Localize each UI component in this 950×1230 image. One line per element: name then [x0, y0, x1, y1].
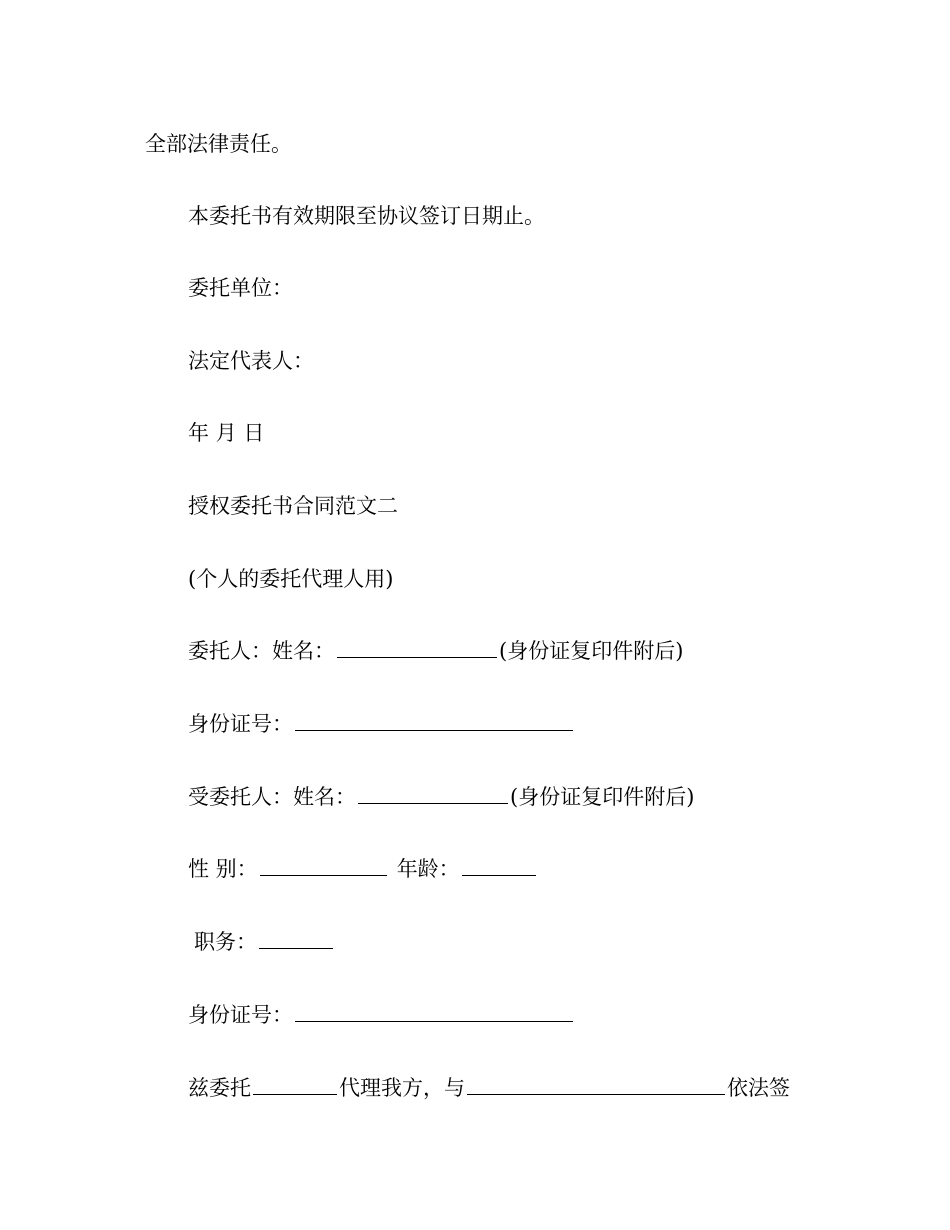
text-line-entrusting-unit: [188, 274, 293, 302]
text-line-legal-responsibility: [145, 130, 292, 158]
text-line-legal-representative: [188, 347, 314, 375]
principal-name-line: [188, 637, 683, 665]
principal-name-blank: [337, 637, 497, 658]
agent-id-blank: [295, 1001, 573, 1022]
principal-id-blank: [295, 710, 573, 731]
label: 受委托人：姓名：: [188, 785, 356, 809]
text-line-date: [188, 419, 264, 447]
agent-id-line: [188, 1001, 575, 1029]
note: (身份证复印件附后): [510, 785, 695, 809]
position-blank: [259, 928, 333, 949]
label: 职务：: [194, 930, 257, 954]
text: 委托单位：: [188, 276, 293, 300]
text: 代理我方，与: [339, 1076, 465, 1100]
label: 身份证号：: [188, 1003, 293, 1027]
gender-blank: [260, 855, 387, 876]
agent-name-line: [188, 783, 694, 811]
text: 授权委托书合同范文二: [188, 494, 398, 518]
principal-id-line: [188, 710, 575, 738]
agent-position-line: [194, 928, 335, 956]
label: 身份证号：: [188, 712, 293, 736]
agent-blank: [253, 1074, 337, 1095]
entrustment-line: [188, 1074, 790, 1102]
agent-gender-age-line: [188, 855, 538, 883]
label: 年龄：: [396, 857, 460, 881]
age-blank: [462, 855, 536, 876]
text: 依法签: [727, 1076, 790, 1100]
text: 法定代表人：: [188, 349, 314, 373]
section-title: [188, 492, 398, 520]
section-subtitle: [188, 565, 393, 593]
text: 本委托书有效期限至协议签订日期止。: [188, 204, 545, 228]
agent-name-blank: [358, 783, 508, 804]
label: 委托人：姓名：: [188, 639, 335, 663]
text: 全部法律责任。: [145, 132, 292, 156]
text-line-validity: [188, 202, 545, 230]
text: 年 月 日: [188, 421, 265, 445]
counterparty-blank: [467, 1074, 725, 1095]
note: (身份证复印件附后): [499, 639, 684, 663]
text: 兹委托: [188, 1076, 251, 1100]
text: (个人的委托代理人用): [188, 567, 394, 591]
label: 性 别：: [188, 857, 258, 881]
